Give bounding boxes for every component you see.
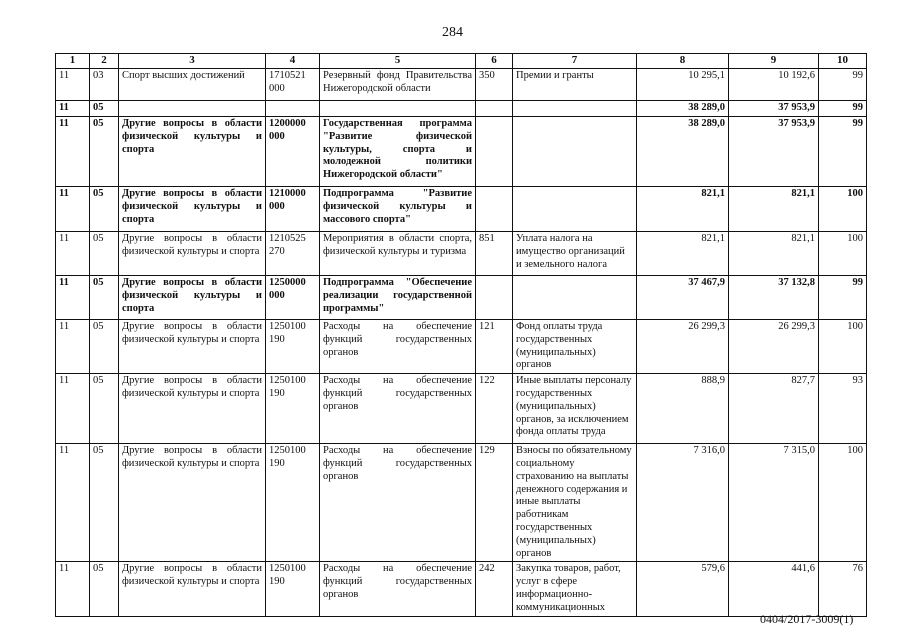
table-row bbox=[56, 232, 867, 276]
column-header: 2 bbox=[90, 54, 119, 69]
cell-target-code: 1250000 000 bbox=[266, 276, 320, 320]
cell-target-name: Расходы на обеспечение функций государственных органов bbox=[320, 374, 476, 444]
cell-target-code: 1710521 000 bbox=[266, 69, 320, 101]
cell-expense-type: 122 bbox=[476, 374, 513, 444]
cell-expense-type bbox=[476, 187, 513, 232]
column-header: 10 bbox=[819, 54, 867, 69]
cell-target-name: Расходы на обеспечение функций государственных органов bbox=[320, 444, 476, 562]
table-row bbox=[56, 187, 867, 232]
cell-percent: 99 bbox=[819, 276, 867, 320]
cell-percent: 93 bbox=[819, 374, 867, 444]
cell-plan: 821,1 bbox=[637, 187, 729, 232]
cell-plan: 10 295,1 bbox=[637, 69, 729, 101]
cell-name: Другие вопросы в области физической культуры и спорта bbox=[119, 562, 266, 616]
cell-expense-name: Премии и гранты bbox=[513, 69, 637, 101]
cell-section: 11 bbox=[56, 117, 90, 187]
cell-subsection: 05 bbox=[90, 187, 119, 232]
cell-plan: 38 289,0 bbox=[637, 117, 729, 187]
cell-plan: 26 299,3 bbox=[637, 320, 729, 374]
cell-percent: 99 bbox=[819, 69, 867, 101]
cell-expense-name bbox=[513, 276, 637, 320]
cell-name bbox=[119, 101, 266, 117]
cell-section: 11 bbox=[56, 69, 90, 101]
cell-plan: 888,9 bbox=[637, 374, 729, 444]
cell-expense-type bbox=[476, 276, 513, 320]
cell-section: 11 bbox=[56, 276, 90, 320]
cell-section: 11 bbox=[56, 444, 90, 562]
cell-name: Другие вопросы в области физической культуры и спорта bbox=[119, 374, 266, 444]
cell-plan: 579,6 bbox=[637, 562, 729, 616]
cell-subsection: 05 bbox=[90, 101, 119, 117]
cell-percent: 76 bbox=[819, 562, 867, 616]
table-row bbox=[56, 69, 867, 101]
cell-plan: 7 316,0 bbox=[637, 444, 729, 562]
cell-section: 11 bbox=[56, 320, 90, 374]
cell-expense-type: 851 bbox=[476, 232, 513, 276]
cell-name: Другие вопросы в области физической культуры и спорта bbox=[119, 117, 266, 187]
column-header: 3 bbox=[119, 54, 266, 69]
cell-expense-name: Иные выплаты персоналу государственных (муниципальных) органов, за исключением фонда оплаты труда bbox=[513, 374, 637, 444]
table-body bbox=[56, 69, 867, 617]
column-header: 7 bbox=[513, 54, 637, 69]
cell-expense-type: 350 bbox=[476, 69, 513, 101]
cell-name: Другие вопросы в области физической культуры и спорта bbox=[119, 320, 266, 374]
cell-target-name: Резервный фонд Правительства Нижегородской области bbox=[320, 69, 476, 101]
cell-expense-type: 129 bbox=[476, 444, 513, 562]
column-header: 9 bbox=[729, 54, 819, 69]
cell-actual: 37 953,9 bbox=[729, 101, 819, 117]
column-header: 8 bbox=[637, 54, 729, 69]
table-row bbox=[56, 444, 867, 562]
cell-plan: 37 467,9 bbox=[637, 276, 729, 320]
cell-percent: 100 bbox=[819, 444, 867, 562]
table-row bbox=[56, 117, 867, 187]
cell-expense-name: Закупка товаров, работ, услуг в сфере информационно-коммуникационных bbox=[513, 562, 637, 616]
cell-target-name: Расходы на обеспечение функций государственных органов bbox=[320, 562, 476, 616]
cell-percent: 99 bbox=[819, 117, 867, 187]
column-header: 5 bbox=[320, 54, 476, 69]
cell-name: Спорт высших достижений bbox=[119, 69, 266, 101]
cell-actual: 37 953,9 bbox=[729, 117, 819, 187]
cell-plan: 38 289,0 bbox=[637, 101, 729, 117]
cell-name: Другие вопросы в области физической культуры и спорта bbox=[119, 187, 266, 232]
cell-expense-name bbox=[513, 187, 637, 232]
cell-actual: 7 315,0 bbox=[729, 444, 819, 562]
cell-target-code: 1250100 190 bbox=[266, 320, 320, 374]
column-header: 6 bbox=[476, 54, 513, 69]
cell-expense-type: 121 bbox=[476, 320, 513, 374]
column-header: 1 bbox=[56, 54, 90, 69]
cell-expense-name bbox=[513, 101, 637, 117]
cell-subsection: 05 bbox=[90, 444, 119, 562]
cell-target-code: 1210000 000 bbox=[266, 187, 320, 232]
cell-section: 11 bbox=[56, 101, 90, 117]
table-row bbox=[56, 320, 867, 374]
cell-percent: 100 bbox=[819, 187, 867, 232]
cell-subsection: 05 bbox=[90, 374, 119, 444]
cell-percent: 100 bbox=[819, 320, 867, 374]
cell-target-name: Государственная программа "Развитие физической культуры, спорта и молодежной политики Нижегородской области" bbox=[320, 117, 476, 187]
table-row bbox=[56, 276, 867, 320]
cell-subsection: 03 bbox=[90, 69, 119, 101]
cell-target-name: Мероприятия в области спорта, физической культуры и туризма bbox=[320, 232, 476, 276]
cell-expense-name: Взносы по обязательному социальному страхованию на выплаты денежного содержания и иные выплаты работникам государственных (муниципальных) органов bbox=[513, 444, 637, 562]
cell-subsection: 05 bbox=[90, 320, 119, 374]
cell-target-name: Расходы на обеспечение функций государственных органов bbox=[320, 320, 476, 374]
cell-target-code: 1250100 190 bbox=[266, 562, 320, 616]
cell-subsection: 05 bbox=[90, 232, 119, 276]
cell-section: 11 bbox=[56, 187, 90, 232]
cell-section: 11 bbox=[56, 232, 90, 276]
cell-target-code: 1210525 270 bbox=[266, 232, 320, 276]
cell-expense-name: Фонд оплаты труда государственных (муниципальных) органов bbox=[513, 320, 637, 374]
cell-actual: 441,6 bbox=[729, 562, 819, 616]
cell-name: Другие вопросы в области физической культуры и спорта bbox=[119, 276, 266, 320]
cell-section: 11 bbox=[56, 374, 90, 444]
document-code: 0404/2017-3009(1) bbox=[760, 612, 854, 626]
cell-percent: 99 bbox=[819, 101, 867, 117]
header-row bbox=[56, 54, 867, 69]
cell-expense-name: Уплата налога на имущество организаций и земельного налога bbox=[513, 232, 637, 276]
cell-expense-type bbox=[476, 117, 513, 187]
cell-subsection: 05 bbox=[90, 117, 119, 187]
cell-name: Другие вопросы в области физической культуры и спорта bbox=[119, 444, 266, 562]
cell-subsection: 05 bbox=[90, 562, 119, 616]
budget-table bbox=[55, 53, 867, 617]
cell-subsection: 05 bbox=[90, 276, 119, 320]
cell-target-name: Подпрограмма "Развитие физической культуры и массового спорта" bbox=[320, 187, 476, 232]
cell-name: Другие вопросы в области физической культуры и спорта bbox=[119, 232, 266, 276]
cell-target-name: Подпрограмма "Обеспечение реализации государственной программы" bbox=[320, 276, 476, 320]
cell-target-code: 1250100 190 bbox=[266, 374, 320, 444]
table-row bbox=[56, 374, 867, 444]
cell-target-code bbox=[266, 101, 320, 117]
cell-target-code: 1250100 190 bbox=[266, 444, 320, 562]
cell-expense-type: 242 bbox=[476, 562, 513, 616]
cell-actual: 26 299,3 bbox=[729, 320, 819, 374]
cell-expense-type bbox=[476, 101, 513, 117]
table-row bbox=[56, 562, 867, 616]
cell-target-code: 1200000 000 bbox=[266, 117, 320, 187]
cell-plan: 821,1 bbox=[637, 232, 729, 276]
table-row bbox=[56, 101, 867, 117]
cell-target-name bbox=[320, 101, 476, 117]
cell-actual: 10 192,6 bbox=[729, 69, 819, 101]
cell-actual: 827,7 bbox=[729, 374, 819, 444]
column-header: 4 bbox=[266, 54, 320, 69]
cell-actual: 821,1 bbox=[729, 232, 819, 276]
cell-percent: 100 bbox=[819, 232, 867, 276]
cell-expense-name bbox=[513, 117, 637, 187]
cell-section: 11 bbox=[56, 562, 90, 616]
cell-actual: 37 132,8 bbox=[729, 276, 819, 320]
cell-actual: 821,1 bbox=[729, 187, 819, 232]
page-number: 284 bbox=[442, 25, 463, 40]
